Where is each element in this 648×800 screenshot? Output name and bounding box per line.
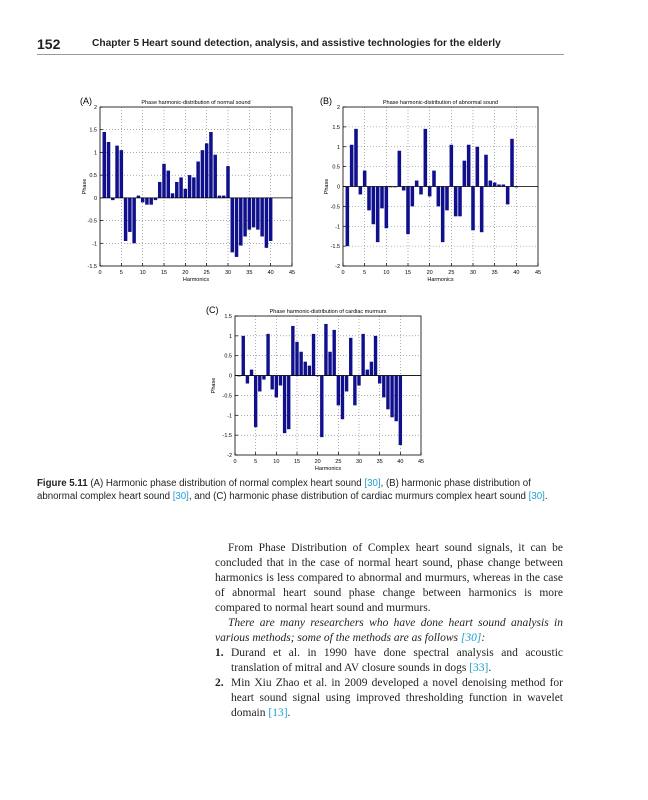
bar: [256, 198, 259, 230]
bar: [205, 143, 208, 198]
bar: [437, 187, 441, 207]
list-item: [215, 676, 563, 721]
y-tick-label: -1: [335, 224, 340, 231]
bar: [124, 198, 127, 241]
bar: [382, 376, 385, 398]
y-tick-label: 2: [336, 105, 340, 111]
bar: [120, 150, 123, 198]
bar: [350, 145, 354, 187]
bar: [493, 183, 497, 187]
bar: [299, 352, 302, 376]
bar: [398, 151, 402, 187]
bar: [385, 187, 389, 229]
x-tick-label: 30: [355, 459, 363, 465]
y-tick-label: -0.5: [87, 218, 97, 225]
y-axis-label: Phase: [82, 178, 88, 195]
citation-link[interactable]: [30]: [364, 478, 381, 489]
citation-link[interactable]: [33]: [469, 662, 489, 674]
bar: [419, 187, 423, 195]
y-tick-label: 1: [228, 333, 232, 340]
caption-text: (A) Harmonic phase distribution of normal complex heart sound: [87, 478, 365, 489]
x-tick-label: 10: [383, 270, 390, 276]
bar: [246, 376, 249, 384]
y-tick-label: 0: [93, 195, 97, 202]
y-tick-label: 2: [93, 105, 97, 111]
bar: [353, 376, 356, 406]
bar: [357, 376, 360, 386]
bar: [262, 376, 265, 380]
running-header: [37, 36, 564, 55]
chart-b: [312, 90, 542, 290]
bar: [287, 376, 290, 430]
bar: [252, 198, 255, 228]
bar: [279, 376, 282, 386]
bar: [341, 376, 344, 420]
figure-caption: [37, 478, 571, 503]
bar: [209, 132, 212, 198]
bar: [192, 177, 195, 197]
bar: [295, 342, 298, 376]
bar: [115, 146, 118, 198]
chart-c: [196, 300, 436, 478]
panel-label: (B): [320, 96, 332, 106]
bar: [312, 334, 315, 376]
x-tick-label: 40: [513, 270, 520, 276]
x-tick-label: 5: [119, 270, 123, 276]
caption-text: , and (C) harmonic phase distribution of cardiac murmurs complex heart sound: [188, 490, 529, 502]
bar: [480, 187, 484, 233]
bar: [406, 187, 410, 235]
y-axis-label: Phase: [324, 178, 330, 195]
bar: [450, 145, 454, 187]
bar: [484, 155, 488, 187]
chapter-title: Chapter 5 Heart sound detection, analysis, and assistive technologies for the elderly: [92, 38, 501, 49]
bar: [258, 376, 261, 392]
y-axis-label: Phase: [211, 377, 217, 394]
bar: [260, 198, 263, 237]
bar: [489, 181, 493, 187]
bar: [269, 198, 272, 241]
bar: [458, 187, 462, 217]
bar: [248, 198, 251, 230]
x-tick-label: 45: [288, 270, 296, 276]
bar: [378, 376, 381, 384]
bar: [243, 198, 246, 237]
bar: [386, 376, 389, 410]
bar: [328, 352, 331, 376]
paragraph-end: :: [481, 632, 486, 644]
x-tick-label: 15: [293, 459, 301, 465]
bar: [283, 376, 286, 434]
x-tick-label: 25: [448, 270, 455, 276]
bar: [361, 334, 364, 376]
bar: [345, 376, 348, 392]
x-tick-label: 0: [233, 459, 237, 465]
bar: [399, 376, 402, 446]
page-number: 152: [37, 36, 61, 52]
x-tick-label: 40: [397, 459, 404, 465]
bar: [254, 376, 257, 428]
bar: [333, 330, 336, 376]
x-tick-label: 35: [491, 270, 498, 276]
bar: [390, 376, 393, 418]
paragraph-intro: [215, 616, 563, 646]
x-tick-label: 35: [246, 270, 253, 276]
list-item: [215, 646, 563, 676]
bar: [235, 198, 238, 257]
panel-label: (C): [206, 305, 219, 315]
bar: [304, 362, 307, 376]
methods-list: [215, 646, 563, 721]
list-end: .: [287, 707, 291, 719]
bar: [231, 198, 234, 253]
bar: [454, 187, 458, 217]
caption-text: , (B) harmonic phase distribution of abnormal complex heart sound: [37, 478, 531, 502]
bar: [128, 198, 131, 232]
list-end: .: [488, 662, 492, 674]
body-text: [215, 541, 563, 721]
list-number: 1.: [215, 647, 224, 659]
bar: [171, 193, 174, 198]
list-text: Min Xiu Zhao et al. in 2009 developed a novel denoising method for heart sound signal using improved thresholding function in wavelet domain: [231, 677, 563, 719]
bar: [226, 166, 229, 198]
chart-title: Phase harmonic-distribution of normal sound: [141, 100, 251, 106]
bar: [324, 324, 327, 376]
list-number: 2.: [215, 677, 224, 689]
x-tick-label: 5: [254, 459, 258, 465]
x-tick-label: 30: [469, 270, 477, 276]
bar: [175, 182, 178, 198]
y-tick-label: -0.5: [222, 393, 232, 400]
y-tick-label: 0.5: [332, 164, 340, 171]
list-text: Durand et al. in 1990 have done spectral analysis and acoustic translation of mitral and AV closure sounds in dogs: [231, 647, 563, 674]
bar: [145, 198, 148, 205]
bar: [308, 366, 311, 376]
y-tick-label: -2: [335, 264, 340, 270]
citation-link[interactable]: [13]: [268, 707, 288, 719]
y-tick-label: -1.5: [330, 244, 340, 251]
bar: [506, 187, 510, 205]
bar: [107, 142, 110, 198]
y-tick-label: -1: [227, 413, 232, 420]
x-axis-label: Harmonics: [314, 466, 342, 472]
bar: [432, 171, 436, 187]
bar: [476, 147, 480, 187]
x-tick-label: 0: [98, 270, 102, 276]
bar: [441, 187, 445, 243]
bar: [463, 161, 467, 187]
y-tick-label: 0: [336, 184, 340, 191]
bar: [132, 198, 135, 243]
bar: [445, 187, 449, 211]
bar: [103, 132, 106, 198]
chart-a: [72, 90, 302, 290]
y-tick-label: 1: [93, 150, 97, 157]
y-tick-label: 1.5: [332, 124, 340, 131]
x-tick-label: 40: [267, 270, 274, 276]
bar: [354, 129, 358, 187]
bar: [239, 198, 242, 246]
y-tick-label: 1: [336, 144, 340, 151]
figure-label: Figure 5.11: [37, 478, 88, 489]
bar: [471, 187, 475, 231]
x-axis-label: Harmonics: [182, 277, 210, 283]
bar: [359, 187, 363, 195]
bar: [424, 129, 428, 187]
bar: [366, 370, 369, 376]
x-tick-label: 10: [139, 270, 146, 276]
x-tick-label: 30: [224, 270, 232, 276]
x-tick-label: 25: [335, 459, 342, 465]
bar: [213, 155, 216, 198]
y-tick-label: -1: [92, 241, 97, 248]
citation-link[interactable]: [30]: [172, 490, 189, 502]
x-tick-label: 5: [363, 270, 367, 276]
x-tick-label: 45: [417, 459, 425, 465]
bar: [510, 139, 514, 187]
bar: [349, 338, 352, 376]
bar: [291, 326, 294, 376]
chart-title: Phase harmonic-distribution of cardiac murmurs: [269, 309, 387, 315]
y-tick-label: 0.5: [224, 353, 232, 360]
x-tick-label: 45: [534, 270, 542, 276]
bar: [411, 187, 415, 207]
bar: [149, 198, 152, 205]
axes-frame: [100, 107, 292, 266]
bar: [374, 336, 377, 376]
bar: [367, 187, 371, 211]
bar: [201, 150, 204, 198]
x-axis-label: Harmonics: [427, 277, 454, 283]
bar: [346, 187, 350, 247]
bar: [250, 370, 253, 376]
y-tick-label: 0: [228, 373, 232, 380]
x-tick-label: 15: [404, 270, 412, 276]
x-tick-label: 35: [376, 459, 383, 465]
citation-link[interactable]: [30]: [528, 490, 545, 502]
bar: [184, 189, 187, 198]
paragraph-text: There are many researchers who have done heart sound analysis in various methods; some of the methods are as follows: [215, 617, 563, 644]
bar: [271, 376, 274, 390]
y-tick-label: 0.5: [89, 173, 97, 180]
bar: [376, 187, 380, 243]
bar: [141, 198, 144, 203]
bar: [320, 376, 323, 438]
bar: [467, 145, 471, 187]
bar: [162, 164, 165, 198]
x-tick-label: 20: [426, 270, 433, 276]
y-tick-label: 1.5: [89, 127, 97, 134]
bar: [266, 334, 269, 376]
bar: [402, 187, 406, 191]
bar: [415, 181, 419, 187]
x-tick-label: 10: [273, 459, 280, 465]
bar: [167, 171, 170, 198]
bar: [179, 177, 182, 197]
y-tick-label: -1.5: [222, 433, 232, 440]
bar: [196, 162, 199, 198]
bar: [372, 187, 376, 225]
bar: [370, 362, 373, 376]
bar: [380, 187, 384, 209]
x-tick-label: 25: [203, 270, 210, 276]
bar: [428, 187, 432, 197]
bar: [265, 198, 268, 248]
y-tick-label: -1.5: [87, 264, 97, 270]
bar: [337, 376, 340, 406]
bar: [188, 175, 191, 198]
y-tick-label: -2: [227, 453, 232, 459]
x-tick-label: 20: [314, 459, 321, 465]
y-tick-label: 1.5: [224, 314, 232, 320]
chart-title: Phase harmonic-distribution of abnormal sound: [382, 100, 499, 106]
y-tick-label: -0.5: [330, 204, 340, 211]
bar: [242, 336, 245, 376]
bar: [158, 182, 161, 198]
x-tick-label: 0: [341, 270, 345, 276]
bar: [395, 376, 398, 422]
panel-label: (A): [80, 96, 92, 106]
x-tick-label: 15: [160, 270, 168, 276]
citation-link[interactable]: [30]: [460, 632, 482, 644]
bar: [275, 376, 278, 398]
x-tick-label: 20: [182, 270, 189, 276]
bar: [363, 171, 367, 187]
caption-text: .: [544, 490, 548, 502]
paragraph: From Phase Distribution of Complex heart sound signals, it can be concluded that in the case of normal heart sound, phase change between harmonics is less compared to abnormal and murmurs, whereas in the case of abnormal heart sound phase change between harmonics is more compared to normal heart sound and murmurs.: [215, 542, 563, 614]
